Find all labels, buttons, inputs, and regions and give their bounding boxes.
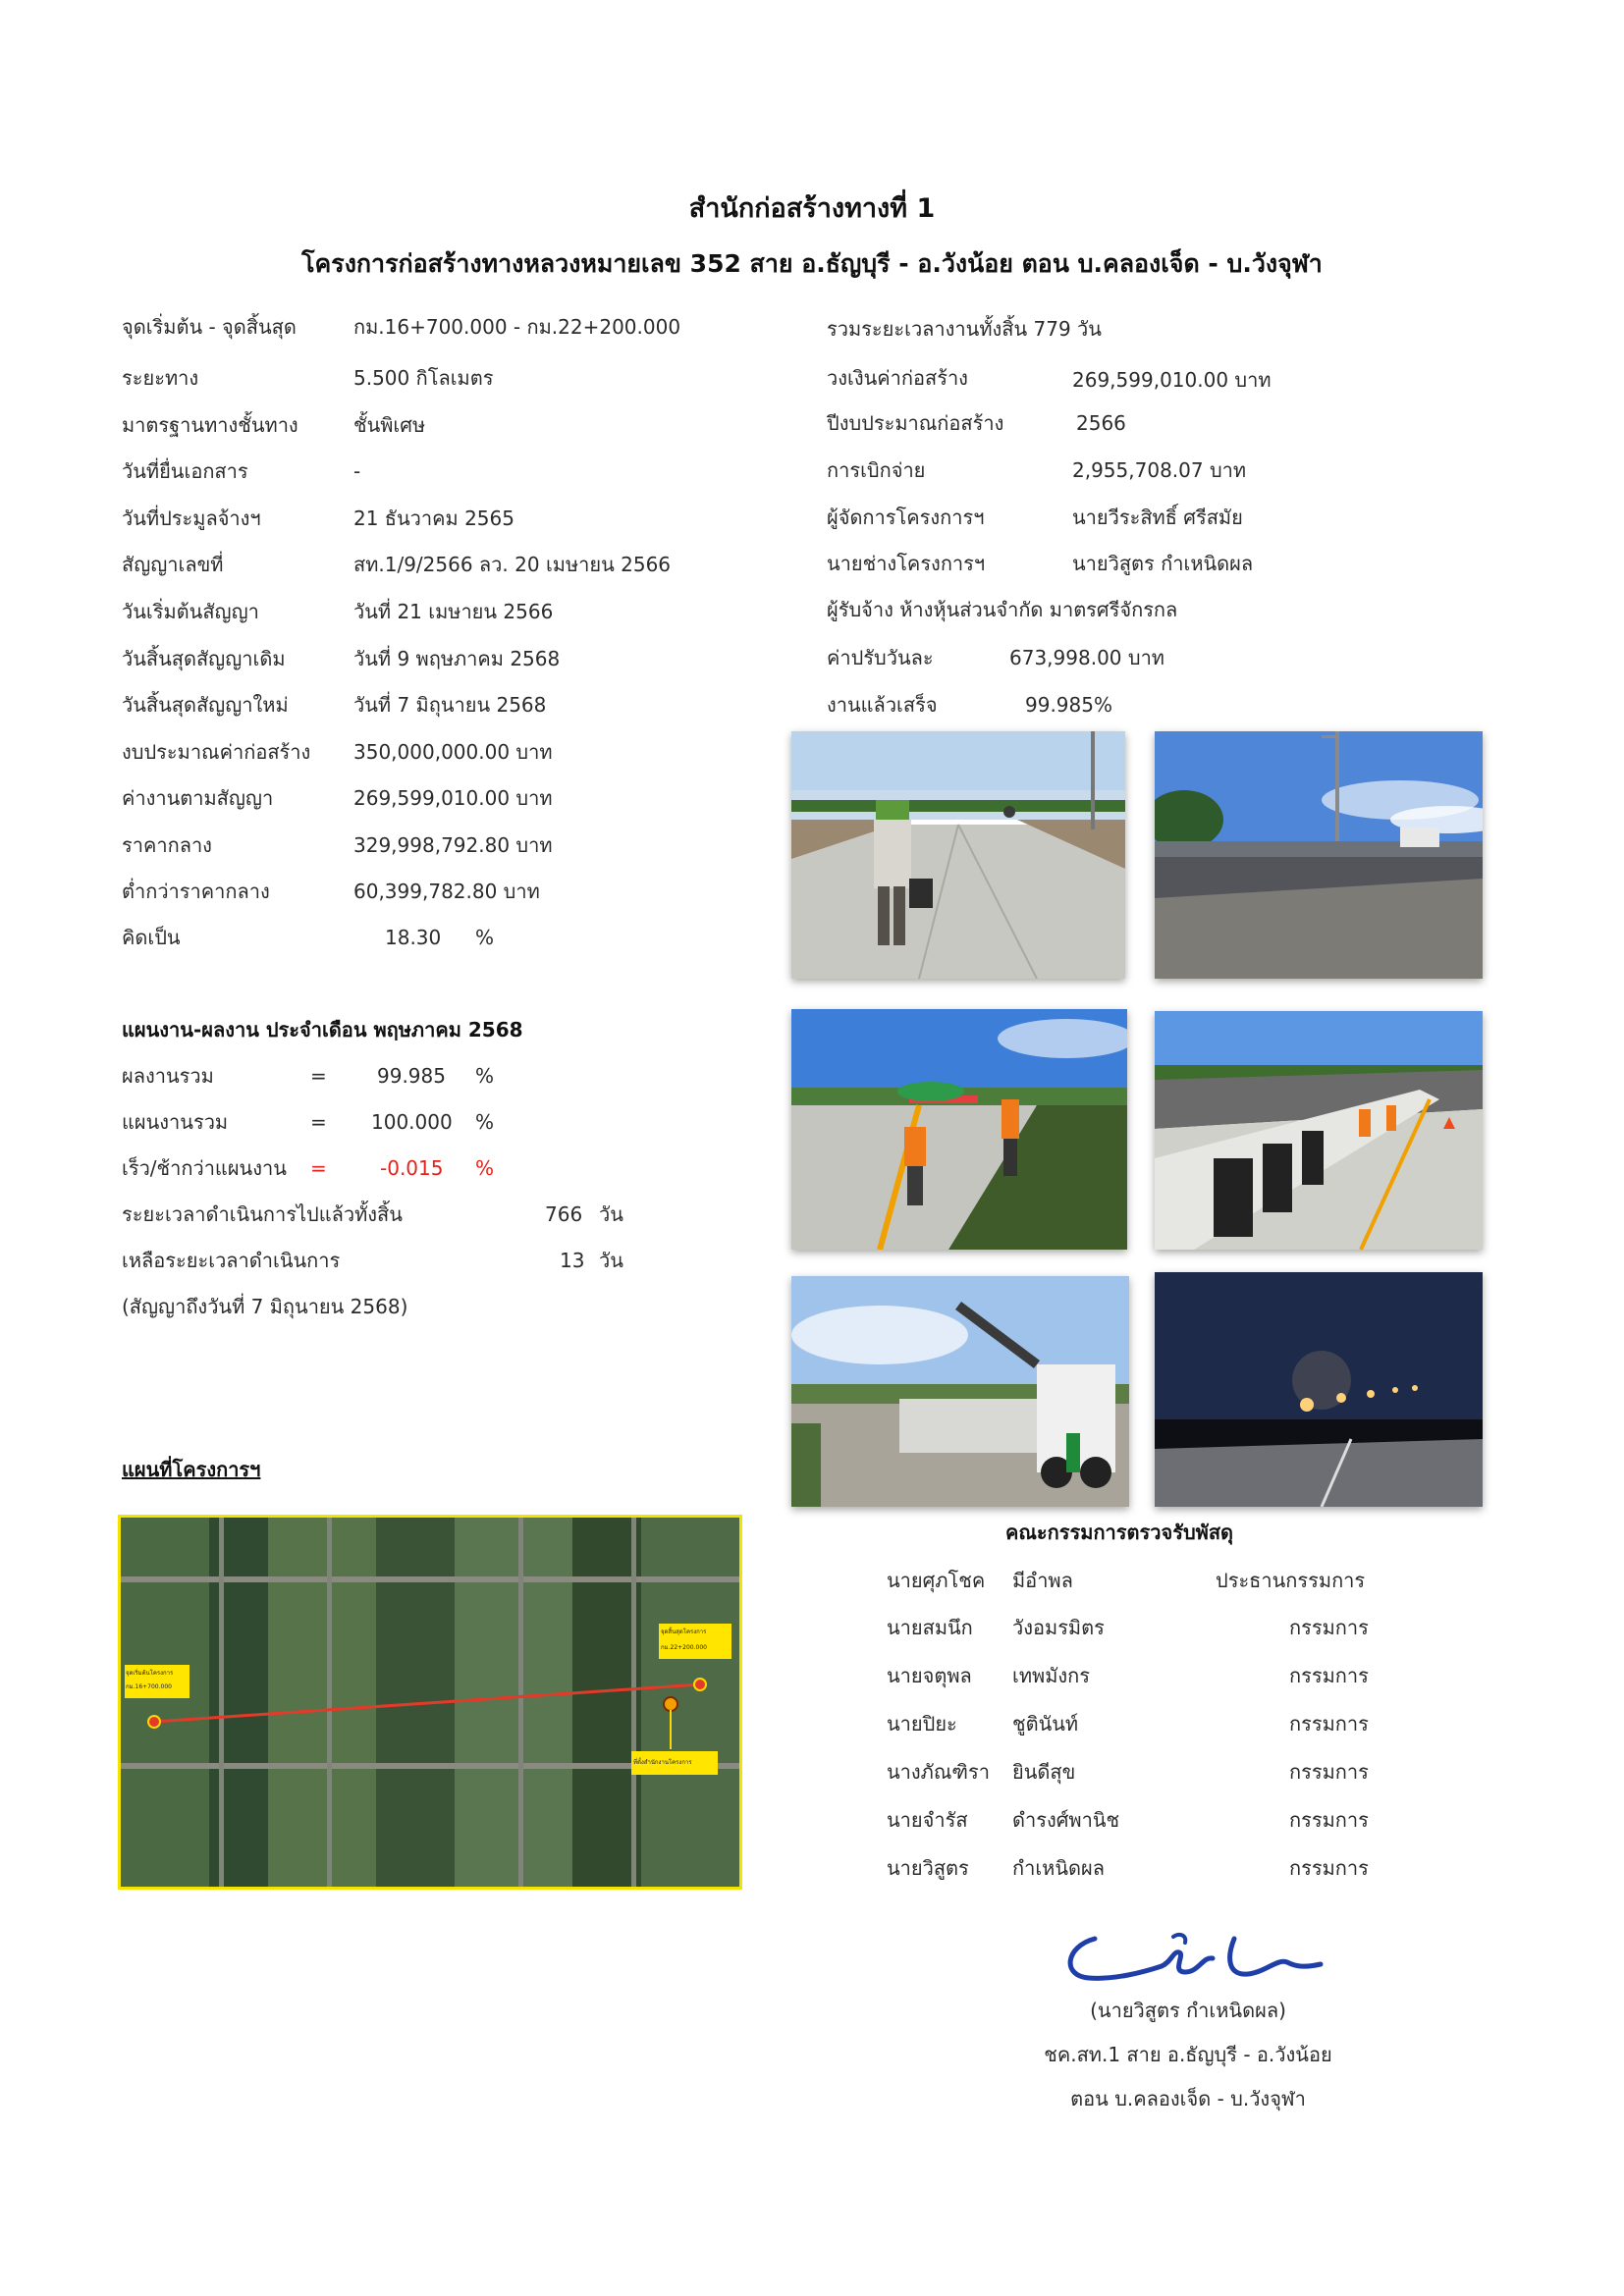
info-value: วันที่ 9 พฤษภาคม 2568: [353, 647, 561, 670]
member-role: กรรมการ: [1289, 1808, 1369, 1832]
percent-label: คิดเป็น: [122, 926, 181, 949]
total-duration: รวมระยะเวลางานทั้งสิ้น 779 วัน: [827, 317, 1102, 341]
info-label: การเบิกจ่าย: [827, 458, 926, 482]
progress-label: เร็ว/ช้ากว่าแผนงาน: [122, 1156, 287, 1180]
info-value: นายวิสูตร กำเหนิดผล: [1072, 552, 1254, 575]
info-label: งบประมาณค่าก่อสร้าง: [122, 740, 311, 764]
progress-eq: =: [310, 1064, 327, 1088]
info-label: มาตรฐานทางชั้นทาง: [122, 413, 298, 437]
info-value: สท.1/9/2566 ลว. 20 เมษายน 2566: [353, 553, 672, 576]
info-label: นายช่างโครงการฯ: [827, 552, 986, 575]
progress-heading: แผนงาน-ผลงาน ประจำเดือน พฤษภาคม 2568: [122, 1018, 523, 1041]
info-value: วันที่ 7 มิถุนายน 2568: [353, 693, 547, 717]
signature-image: [1056, 1929, 1330, 1998]
fine-value: 673,998.00 บาท: [1009, 646, 1164, 669]
progress-unit: %: [475, 1156, 495, 1180]
member-first-name: นายสมนึก: [887, 1616, 973, 1639]
info-value: 269,599,010.00 บาท: [353, 786, 553, 810]
map-office-label: ที่ตั้งสำนักงานโครงการ: [633, 1759, 692, 1766]
info-label: ปีงบประมาณก่อสร้าง: [827, 411, 1004, 435]
info-label: วันที่ประมูลจ้างฯ: [122, 507, 261, 530]
member-last-name: มีอำพล: [1012, 1569, 1073, 1592]
info-label: ราคากลาง: [122, 833, 212, 857]
project-map: [118, 1515, 742, 1890]
info-value: 5.500 กิโลเมตร: [353, 366, 494, 390]
member-role: กรรมการ: [1289, 1616, 1369, 1639]
info-value: 329,998,792.80 บาท: [353, 833, 553, 857]
info-label: ระยะทาง: [122, 366, 199, 390]
site-photo-2: [1155, 731, 1483, 979]
member-role: กรรมการ: [1289, 1664, 1369, 1687]
info-value: 2,955,708.07 บาท: [1072, 458, 1247, 482]
site-photo-3: [791, 1009, 1127, 1250]
info-label: ผู้จัดการโครงการฯ: [827, 506, 985, 529]
info-label: วันเริ่มต้นสัญญา: [122, 600, 259, 623]
member-role: กรรมการ: [1289, 1856, 1369, 1880]
info-value: 60,399,782.80 บาท: [353, 880, 540, 903]
done-label: งานแล้วเสร็จ: [827, 693, 938, 717]
member-last-name: ชูตินันท์: [1012, 1712, 1079, 1735]
contract-note: (สัญญาถึงวันที่ 7 มิถุนายน 2568): [122, 1295, 408, 1318]
site-photo-5: [791, 1276, 1129, 1507]
member-role: กรรมการ: [1289, 1712, 1369, 1735]
info-value: กม.16+700.000 - กม.22+200.000: [353, 315, 681, 339]
member-first-name: นายจำรัส: [887, 1808, 968, 1832]
member-first-name: นายจตุพล: [887, 1664, 972, 1687]
progress-value: 100.000: [371, 1110, 453, 1134]
info-label: วันที่ยื่นเอกสาร: [122, 459, 248, 483]
member-role: ประธานกรรมการ: [1216, 1569, 1366, 1592]
office-title: สำนักก่อสร้างทางที่ 1: [688, 193, 936, 224]
info-value: ชั้นพิเศษ: [353, 413, 426, 437]
info-label: จุดเริ่มต้น - จุดสิ้นสุด: [122, 315, 297, 339]
member-last-name: กำเหนิดผล: [1012, 1856, 1105, 1880]
member-first-name: นายปิยะ: [887, 1712, 957, 1735]
progress-unit: %: [475, 1110, 495, 1134]
map-start-km: กม.16+700.000: [126, 1683, 172, 1690]
progress-value-delay: -0.015: [380, 1156, 444, 1180]
member-last-name: วังอมรมิตร: [1012, 1616, 1105, 1639]
info-value: นายวีระสิทธิ์ ศรีสมัย: [1072, 506, 1243, 529]
info-label: ค่างานตามสัญญา: [122, 786, 274, 810]
site-photo-1: [791, 731, 1125, 979]
site-photo-4: [1155, 1011, 1483, 1250]
progress-label: แผนงานรวม: [122, 1110, 229, 1134]
percent-unit: %: [475, 926, 495, 949]
info-label: สัญญาเลขที่: [122, 553, 224, 576]
done-value: 99.985%: [1025, 693, 1112, 717]
project-title: โครงการก่อสร้างทางหลวงหมายเลข 352 สาย อ.ธัญบุรี - อ.วังน้อย ตอน บ.คลองเจ็ด - บ.วังจุฬา: [301, 249, 1323, 278]
signature-name: (นายวิสูตร กำเหนิดผล): [1090, 1999, 1286, 2022]
signature-spacer: [992, 1951, 1384, 1961]
member-last-name: เทพมังกร: [1012, 1664, 1091, 1687]
signature-position-2: ตอน บ.คลองเจ็ด - บ.วังจุฬา: [1070, 2087, 1306, 2110]
site-photo-6: [1155, 1272, 1483, 1507]
committee-heading: คณะกรรมการตรวจรับพัสดุ: [1004, 1521, 1234, 1544]
info-label: วันสิ้นสุดสัญญาใหม่: [122, 693, 289, 717]
info-value: วันที่ 21 เมษายน 2566: [353, 600, 554, 623]
progress-label: ผลงานรวม: [122, 1064, 214, 1088]
info-label: วันสิ้นสุดสัญญาเดิม: [122, 647, 286, 670]
info-value: 269,599,010.00 บาท: [1072, 368, 1272, 392]
member-first-name: นายวิสูตร: [887, 1856, 969, 1880]
member-last-name: ดำรงศ์พานิช: [1012, 1808, 1120, 1832]
member-last-name: ยินดีสุข: [1012, 1760, 1076, 1784]
elapsed-label: ระยะเวลาดำเนินการไปแล้วทั้งสิ้น: [122, 1202, 403, 1226]
info-value: 350,000,000.00 บาท: [353, 740, 553, 764]
info-label: วงเงินค่าก่อสร้าง: [827, 366, 968, 390]
map-start-label: จุดเริ่มต้นโครงการ: [126, 1670, 174, 1677]
map-heading: แผนที่โครงการฯ: [122, 1458, 261, 1481]
progress-eq: =: [310, 1110, 327, 1134]
signature-position-1: ชค.สท.1 สาย อ.ธัญบุรี - อ.วังน้อย: [1044, 2043, 1332, 2066]
day-unit: วัน: [599, 1202, 623, 1226]
map-end-km: กม.22+200.000: [661, 1644, 707, 1651]
info-value: 2566: [1076, 411, 1126, 435]
percent-value: 18.30: [385, 926, 442, 949]
progress-eq: =: [310, 1156, 327, 1180]
day-unit: วัน: [599, 1249, 623, 1272]
progress-unit: %: [475, 1064, 495, 1088]
contractor: ผู้รับจ้าง ห้างหุ้นส่วนจำกัด มาตรศรีจักรกล: [827, 598, 1178, 621]
elapsed-value: 766: [545, 1202, 583, 1226]
info-value: 21 ธันวาคม 2565: [353, 507, 514, 530]
progress-value: 99.985: [377, 1064, 446, 1088]
remaining-value: 13: [560, 1249, 585, 1272]
member-first-name: นายศุภโชค: [887, 1569, 986, 1592]
remaining-label: เหลือระยะเวลาดำเนินการ: [122, 1249, 341, 1272]
map-end-label: จุดสิ้นสุดโครงการ: [661, 1629, 707, 1635]
fine-label: ค่าปรับวันละ: [827, 646, 934, 669]
info-label: ต่ำกว่าราคากลาง: [122, 880, 270, 903]
member-first-name: นางภัณฑิรา: [887, 1760, 990, 1784]
info-value: -: [353, 459, 361, 483]
member-role: กรรมการ: [1289, 1760, 1369, 1784]
